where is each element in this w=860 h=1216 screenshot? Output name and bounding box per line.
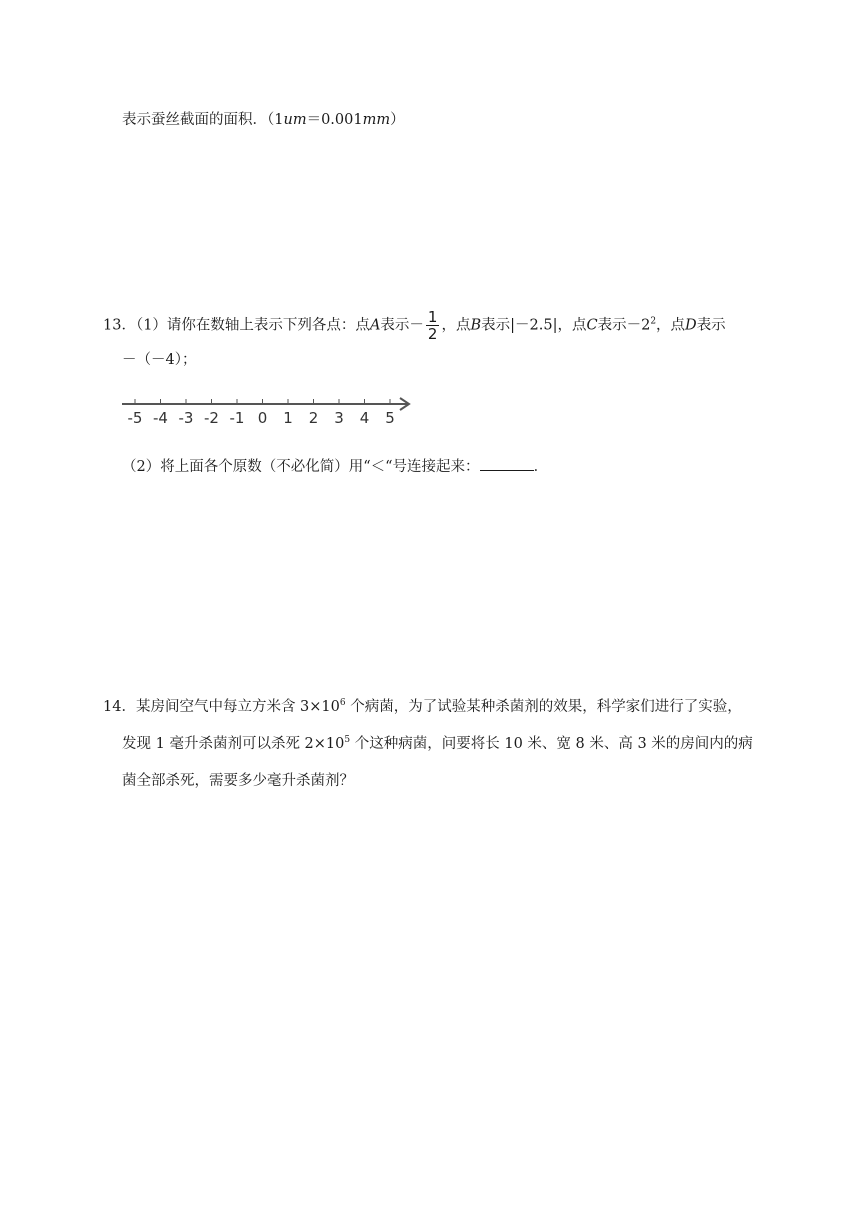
q13-text: 表示 [380, 317, 410, 334]
point-a-label: A [369, 317, 381, 334]
q14-number: 14． [103, 699, 136, 715]
fraction-one-half [426, 309, 440, 342]
unit-equation: ＝0.001 [306, 112, 363, 128]
number-line-figure [120, 392, 420, 428]
q13-text: 表示|－2.5|，点 [481, 317, 587, 334]
silk-area-text: 表示蚕丝截面的面积．（1 [122, 112, 284, 128]
answer-blank[interactable] [480, 456, 534, 471]
q14-line2 [122, 734, 753, 754]
tick-label: 4 [359, 409, 370, 427]
q13-number: 13． [103, 317, 136, 334]
q13-part2 [122, 456, 548, 477]
q14-line3: 菌全部杀死，需要多少毫升杀菌剂？ [122, 773, 354, 789]
tick-label: 3 [334, 409, 344, 427]
q14-text: 某房间空气中每立方米含 3×10 [135, 699, 340, 715]
exponent: 6 [339, 698, 346, 709]
point-c-label: C [586, 317, 598, 334]
q14-text: 个病菌，为了试验某种杀菌剂的效果，科学家们进行了实验， [345, 699, 742, 715]
tick-label: -3 [178, 409, 194, 427]
q13-text: ，点 [656, 317, 686, 334]
period: ． [533, 459, 549, 475]
q13-text: 表示－2 [597, 317, 651, 334]
close-paren: ） [390, 112, 405, 128]
q13-line1 [103, 309, 726, 342]
tick-label: -4 [153, 409, 168, 427]
q13-line2: －（－4）； [122, 352, 197, 368]
tick-label: -2 [204, 409, 219, 427]
tick-label: 5 [385, 409, 395, 427]
point-d-label: D [685, 317, 697, 334]
exponent: 2 [650, 316, 657, 327]
fraction-denominator: 2 [427, 325, 438, 343]
q13-text: ，点 [441, 317, 471, 334]
unit-um: um [283, 112, 307, 128]
fraction-numerator: 1 [427, 308, 438, 326]
q14-text: 发现 1 毫升杀菌剂可以杀死 2×10 [122, 736, 345, 752]
unit-mm: mm [362, 112, 391, 128]
tick-label: -1 [229, 409, 245, 427]
q13-part2-text: （2）将上面各个原数（不必化简）用“＜“号连接起来： [122, 459, 480, 475]
q14-text: 个这种病菌，问要将长 10 米、宽 8 米、高 3 米的房间内的病 [350, 736, 753, 752]
text-line-silk-area [122, 110, 405, 130]
point-b-label: B [470, 317, 482, 334]
tick-label: 0 [257, 409, 268, 427]
tick-label: 2 [308, 409, 319, 427]
minus-sign: － [409, 317, 424, 334]
q13-text: （1）请你在数轴上表示下列各点：点 [135, 317, 370, 334]
tick-label: -5 [127, 409, 143, 427]
tick-label: 1 [283, 409, 293, 427]
q13-text: 表示 [696, 317, 726, 334]
exponent: 5 [344, 735, 351, 746]
q14-line1 [103, 697, 742, 717]
